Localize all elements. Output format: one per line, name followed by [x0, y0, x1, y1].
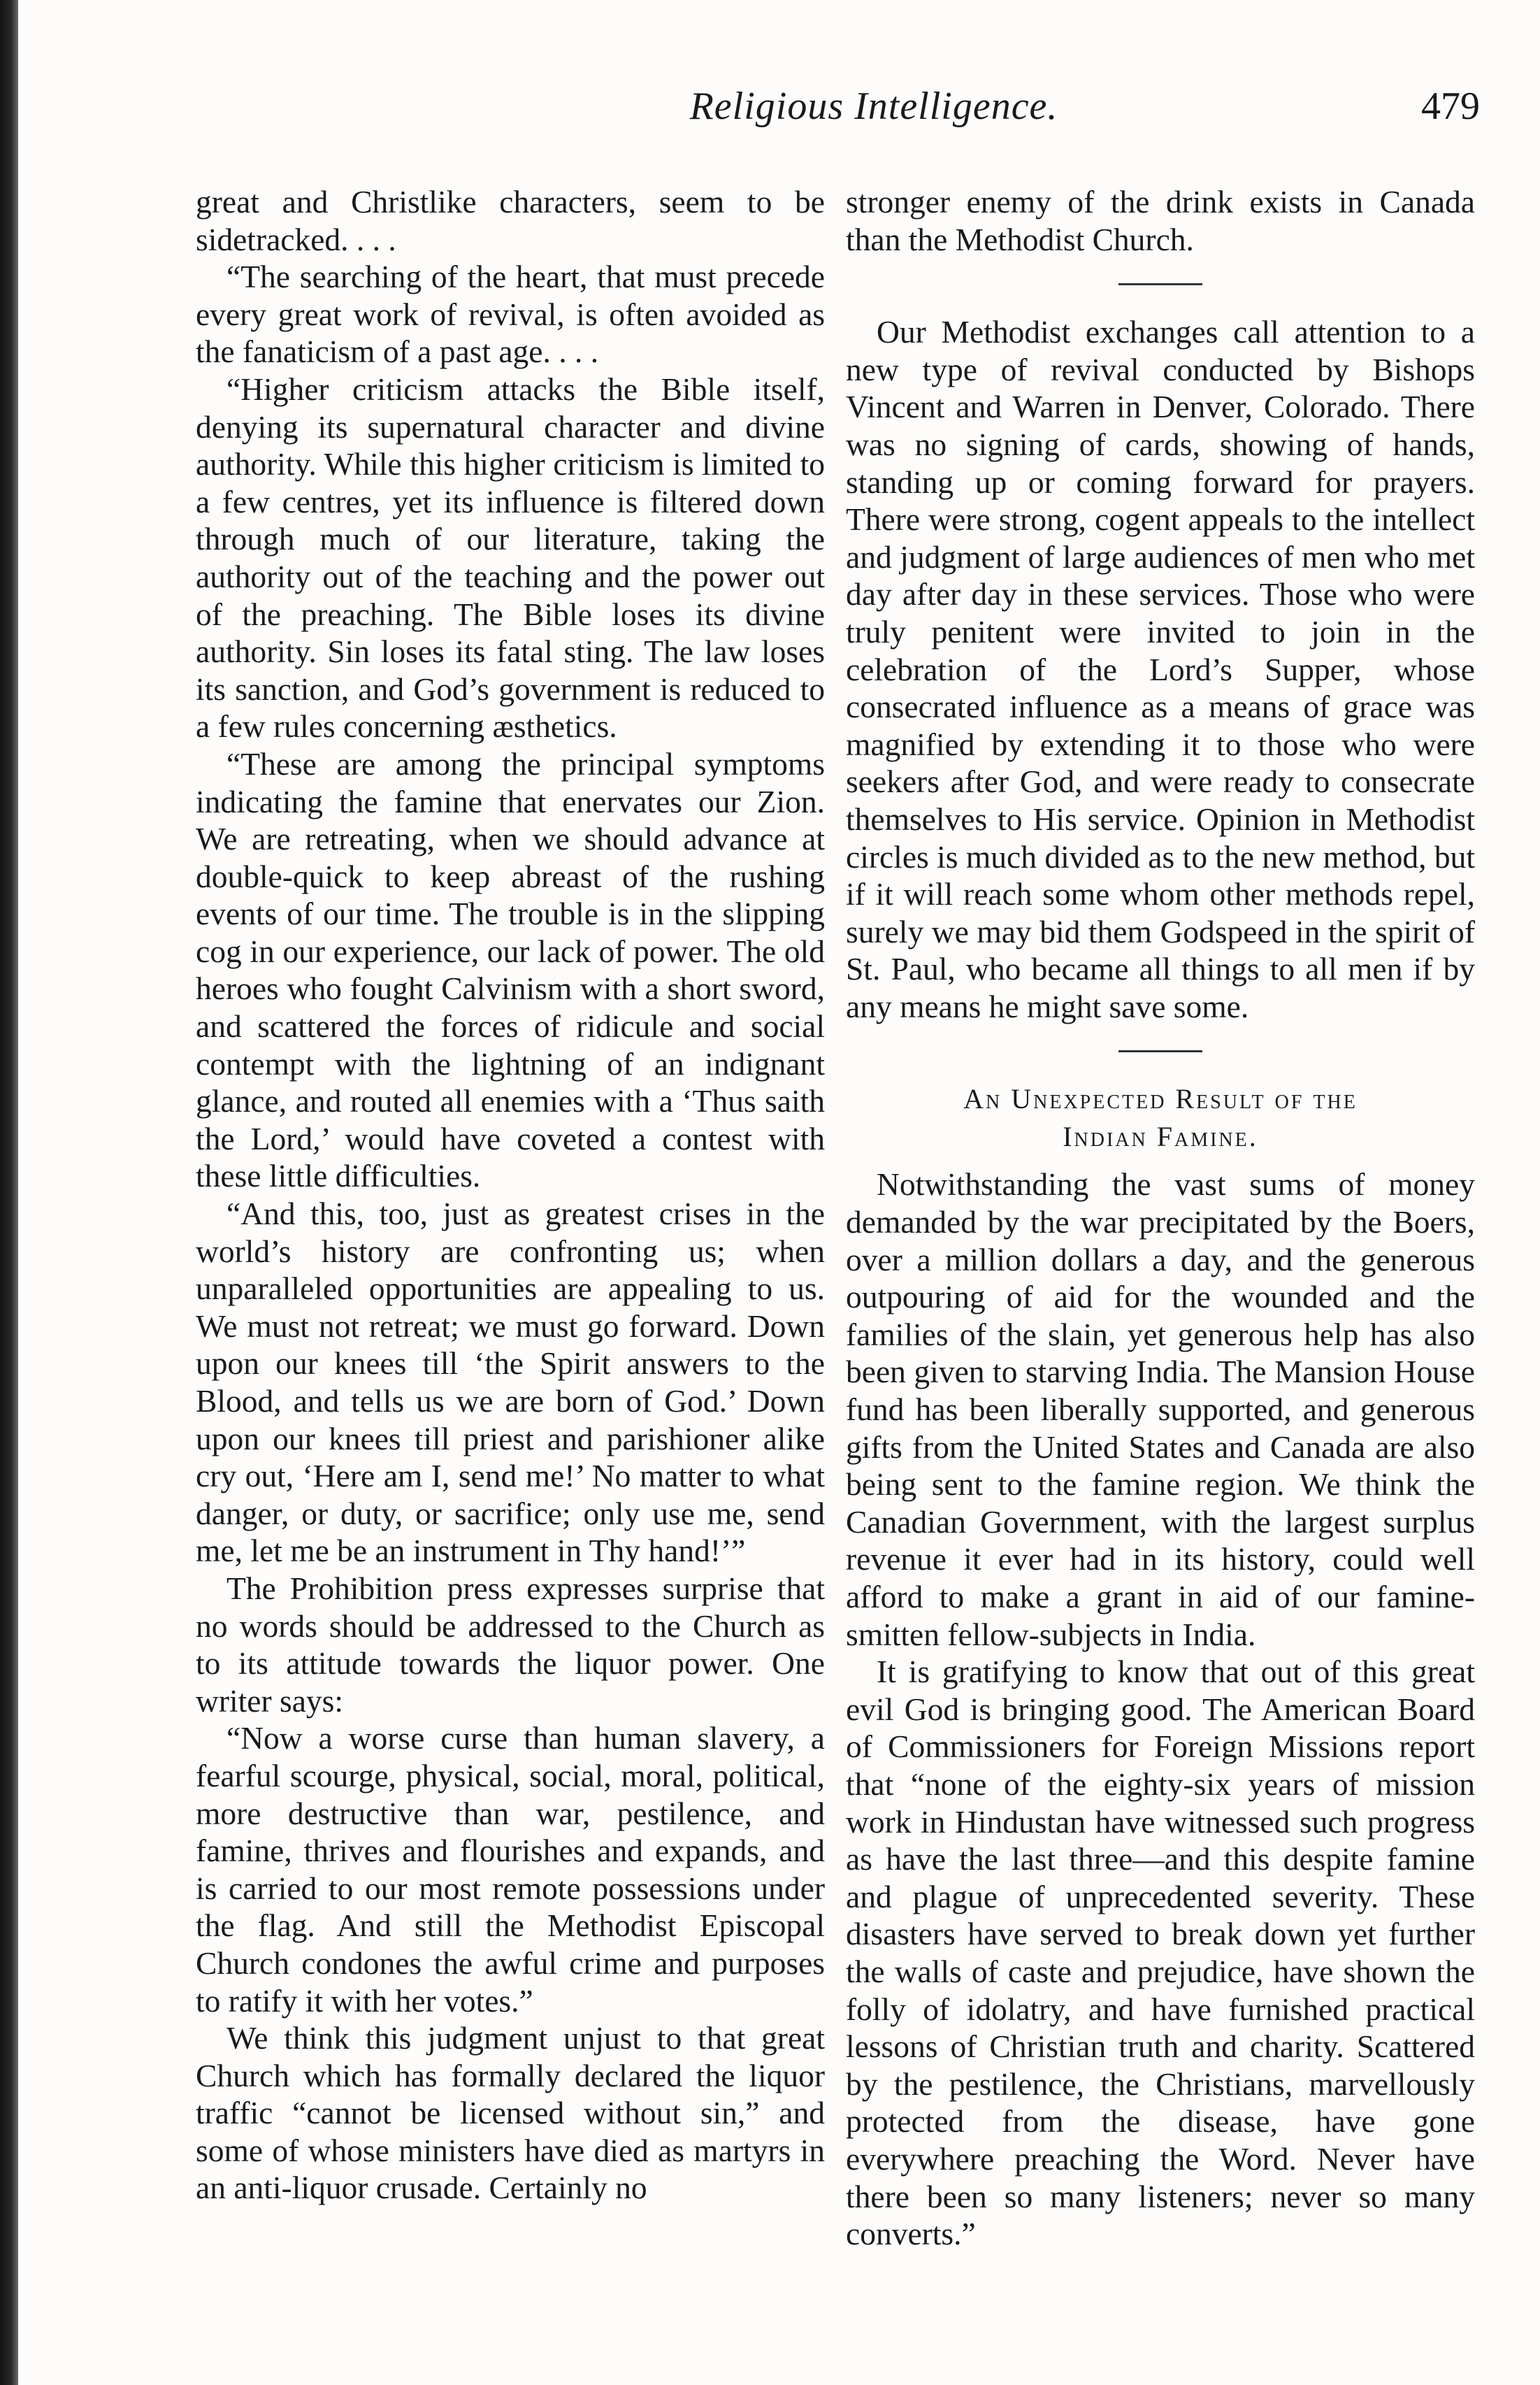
- paragraph: “These are among the principal symptoms indicating the famine that enervates our Zion. We are retreating, when we should advance at double-quick to keep abreast of the rushing events of our time. The trouble is in the slipping cog in our experience, our lack of power. The old heroes who fought Calvinism with a short sword, and scattered the forces of ridicule and social contempt with the lightning of an indignant glance, and routed all enemies with a ‘Thus saith the Lord,’ would have coveted a contest with these little difficulties.: [196, 745, 825, 1194]
- famine-paragraph: Notwithstanding the vast sums of money demanded by the war precipitated by the Boers, over a million dollars a day, and the generous outpouring of aid for the wounded and the families of the slain, yet generous help has also been given to starving India. The Mansion House fund has been liberally supported, and generous gifts from the United States and Canada are also being sent to the famine region. We think the Canadian Government, with the largest surplus revenue it ever had in its history, could well afford to make a grant in aid of our famine-smitten fellow-subjects in India.: [846, 1166, 1475, 1652]
- section-heading: [846, 1080, 1475, 1156]
- running-title: Religious Intelligence.: [689, 85, 1058, 128]
- section-divider: [1118, 1050, 1202, 1052]
- page-number: 479: [1421, 85, 1480, 128]
- paragraph: “Now a worse curse than human slavery, a fearful scourge, physical, social, moral, political, more destructive than war, pestilence, and famine, thrives and flourishes and expands, and is carried to our most remote possessions under the flag. And still the Methodist Episcopal Church condones the awful crime and purposes to ratify it with her votes.”: [196, 1720, 825, 2019]
- paragraph: “And this, too, just as greatest crises in the world’s history are confronting us; when unparalleled opportunities are appealing to us. We must not retreat; we must go forward. Down upon our knees till ‘the Spirit answers to the Blood, and tells us we are born of God.’ Down upon our knees till priest and parishioner alike cry out, ‘Here am I, send me!’ No matter to what danger, or duty, or sacrifice; only use me, send me, let me be an instrument in Thy hand!’”: [196, 1196, 825, 1569]
- book-spine-shadow: [0, 0, 18, 2385]
- paragraph-continuation: stronger enemy of the drink exists in Canada than the Methodist Church.: [846, 184, 1475, 257]
- paragraph: “Higher criticism attacks the Bible itself, denying its supernatural character and divine authority. While this higher criticism is limited to a few centres, yet its influence is filtered down through much of our literature, taking the authority out of the teaching and the power out of the preaching. The Bible loses its divine authority. Sin loses its fatal sting. The law loses its sanction, and God’s government is reduced to a few rules concerning æsthetics.: [196, 371, 825, 745]
- paragraph-continuation: great and Christlike characters, seem to be sidetracked. . . .: [196, 184, 825, 257]
- right-column: [846, 183, 1475, 2351]
- section-heading-line-2: Indian Famine.: [1063, 1121, 1258, 1153]
- famine-paragraph: It is gratifying to know that out of this great evil God is bringing good. The American Board of Commissioners for Foreign Missions report that “none of the eighty-six years of mission work in Hindustan have witnessed such progress as have the last three—and this despite famine and plague of unprecedented severity. These disasters have served to break down yet further the walls of caste and prejudice, have shown the folly of idolatry, and have furnished practical lessons of Christian truth and charity. Scattered by the pestilence, the Christians, marvellously protected from the disease, have gone everywhere preaching the Word. Never have there been so many listeners; never so many converts.”: [846, 1654, 1475, 2252]
- section-divider: [1118, 283, 1202, 285]
- paragraph: The Prohibition press expresses surprise that no words should be addressed to the Church as to its attitude towards the liquor power. One writer says:: [196, 1570, 825, 1719]
- paragraph: “The searching of the heart, that must precede every great work of revival, is often avoided as the fanaticism of a past age. . . .: [196, 259, 825, 370]
- section-heading-line-1: An Unexpected Result of the: [963, 1083, 1358, 1115]
- revival-paragraph: Our Methodist exchanges call attention to a new type of revival conducted by Bishops Vincent and Warren in Denver, Colorado. There was no signing of cards, showing of hands, standing up or coming forward for prayers. There were strong, cogent appeals to the intellect and judgment of large audiences of men who met day after day in these services. Those who were truly penitent were invited to join in the celebration of the Lord’s Supper, whose consecrated influence as a means of grace was magnified by extending it to those who were seekers after God, and were ready to consecrate themselves to His service. Opinion in Methodist circles is much divided as to the new method, but if it will reach some whom other methods repel, surely we may bid them Godspeed in the spirit of St. Paul, who became all things to all men if by any means he might save some.: [846, 314, 1475, 1024]
- paragraph: We think this judgment unjust to that great Church which has formally declared the liquor traffic “cannot be licensed without sin,” and some of whose ministers have died as martyrs in an anti-liquor crusade. Certainly no: [196, 2020, 825, 2206]
- left-column: [196, 183, 825, 2351]
